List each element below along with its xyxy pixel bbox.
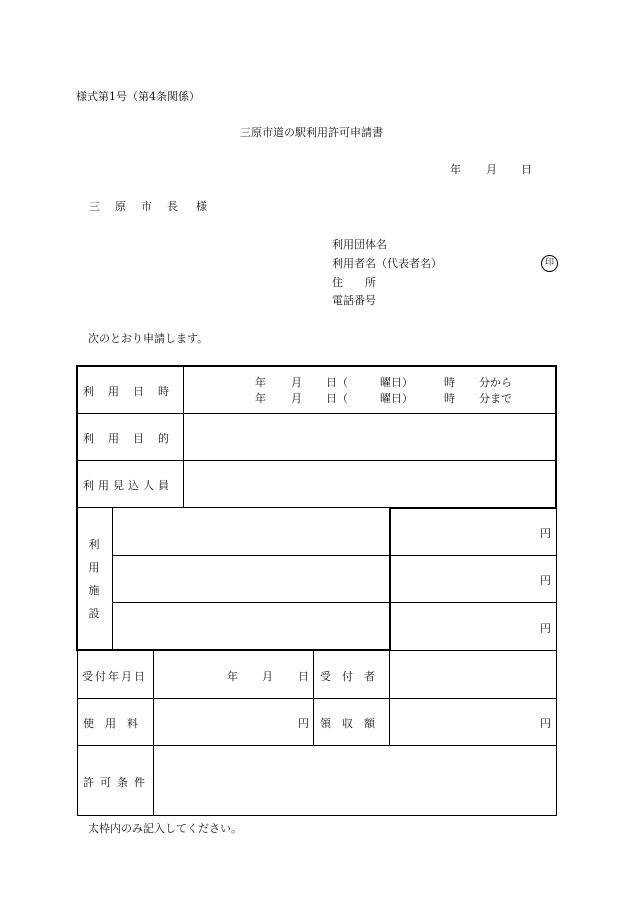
col-line: [153, 650, 154, 816]
receiver-label: 受 付 者: [320, 670, 375, 683]
from-minute: 分から: [479, 376, 512, 389]
received-year: 年: [227, 670, 238, 683]
facility-yen-1: 円: [540, 527, 551, 540]
frame-step-h: [389, 507, 557, 509]
row-line: [112, 555, 557, 556]
row-line: [77, 413, 556, 414]
address-label: 住 所: [332, 276, 376, 289]
col-line: [389, 650, 390, 746]
row-line: [77, 698, 557, 699]
seal-mark: 印: [541, 255, 558, 272]
received-date-label: 受付年月日: [82, 670, 147, 683]
representative-label: 利用者名（代表者名）: [332, 257, 442, 270]
from-month: 月: [291, 376, 302, 389]
to-day: 日（: [326, 392, 348, 405]
facilities-label-2: 用: [88, 561, 100, 574]
form-number: 様式第1号（第4条関係）: [76, 90, 200, 103]
frame-left: [76, 365, 78, 651]
row-line: [77, 815, 557, 816]
facility-yen-2: 円: [540, 574, 551, 587]
row-line: [112, 602, 557, 603]
intro-text: 次のとおり申請します。: [88, 332, 209, 345]
frame-right: [555, 365, 557, 509]
to-weekday: 曜日）: [380, 392, 413, 405]
organization-label: 利用団体名: [332, 238, 387, 251]
facilities-label-3: 施: [88, 584, 100, 597]
date-day: 日: [521, 163, 532, 176]
frame-bottom: [76, 649, 391, 651]
from-weekday: 曜日）: [380, 376, 413, 389]
col-line: [112, 508, 113, 650]
from-year: 年: [255, 376, 266, 389]
frame-step-v: [389, 507, 391, 651]
usage-datetime-label: 利用日時: [83, 385, 183, 398]
facilities-label-1: 利: [88, 538, 100, 551]
received-amount-yen: 円: [540, 717, 551, 730]
to-minute: 分まで: [479, 392, 512, 405]
row-line: [391, 650, 557, 651]
frame-right-thin: [556, 509, 557, 816]
lower-left: [77, 650, 78, 816]
document-title: 三原市道の駅利用許可申請書: [240, 126, 383, 139]
received-amount-label: 領 収 額: [320, 717, 375, 730]
facilities-label-4: 設: [88, 607, 100, 620]
conditions-label: 許可条件: [83, 776, 151, 789]
received-month: 月: [262, 670, 273, 683]
expected-people-label: 利用見込人員: [83, 479, 173, 492]
phone-label: 電話番号: [332, 294, 376, 307]
addressee-honorific: 様: [196, 200, 207, 213]
row-line: [77, 507, 389, 508]
addressee-name: 三 原 市 長: [89, 200, 180, 213]
purpose-label: 利用目的: [83, 432, 183, 445]
received-day: 日: [298, 670, 309, 683]
from-day: 日（: [326, 376, 348, 389]
to-month: 月: [291, 392, 302, 405]
to-hour: 時: [444, 392, 455, 405]
date-month: 月: [486, 163, 497, 176]
from-hour: 時: [444, 376, 455, 389]
col-line: [183, 366, 184, 508]
fee-label: 使 用 料: [83, 717, 138, 730]
date-year: 年: [450, 163, 461, 176]
to-year: 年: [255, 392, 266, 405]
frame-top: [76, 365, 557, 367]
row-line: [77, 460, 556, 461]
footnote: 太枠内のみ記入してください。: [88, 822, 242, 835]
col-line: [313, 650, 314, 746]
fee-yen: 円: [298, 717, 309, 730]
row-line: [77, 745, 557, 746]
facility-yen-3: 円: [540, 622, 551, 635]
